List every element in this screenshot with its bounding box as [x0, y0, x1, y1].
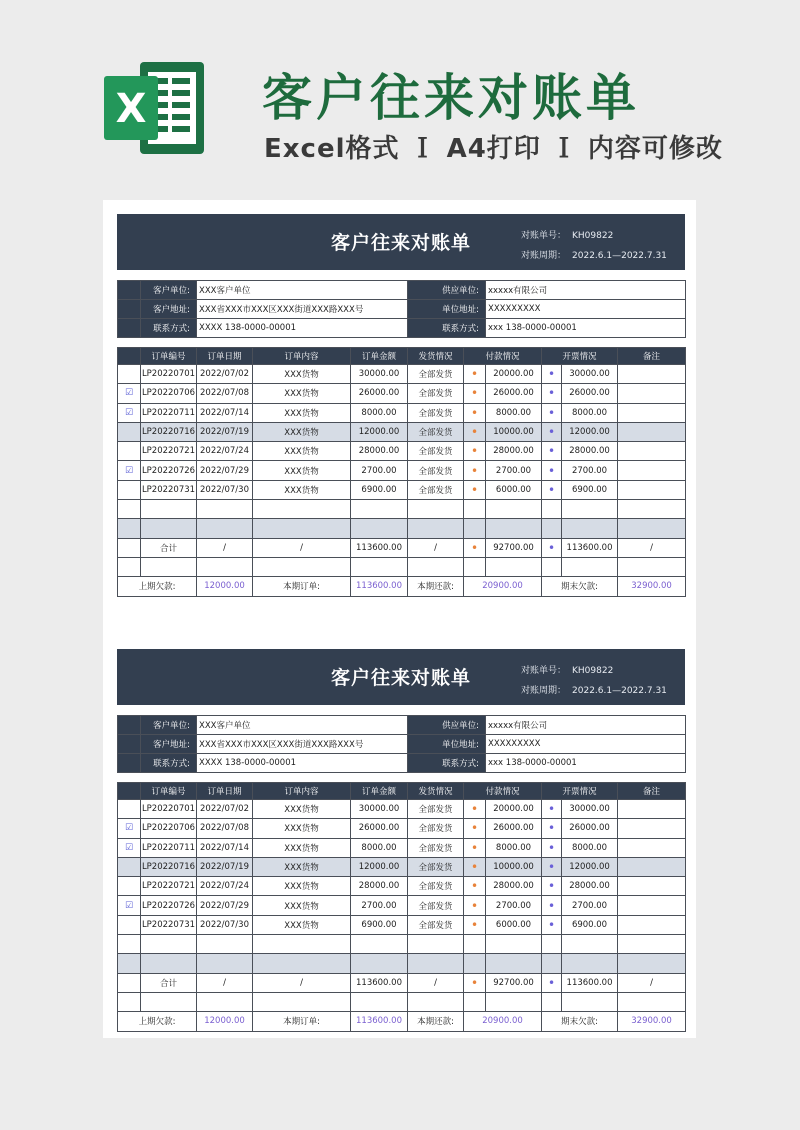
customer-label: 客户单位:: [141, 716, 197, 735]
order-date: 2022/07/24: [197, 877, 253, 896]
order-date: 2022/07/24: [197, 442, 253, 461]
period-paid-value[interactable]: 20900.00: [464, 577, 542, 596]
orders-header-row: [118, 783, 686, 800]
period-order-value[interactable]: 113600.00: [351, 1012, 408, 1031]
payment-amount: 2700.00: [486, 896, 542, 915]
order-content: XXX货物: [253, 480, 351, 499]
total-date: /: [197, 973, 253, 992]
payment-amount: 6000.00: [486, 915, 542, 934]
payment-dot-icon: •: [464, 403, 486, 422]
row-checkbox-icon[interactable]: ☑: [118, 838, 141, 857]
col-invoice: 开票情况: [542, 783, 618, 800]
row-checkbox-icon[interactable]: [118, 422, 141, 441]
total-remark: /: [618, 538, 686, 557]
order-amount: 2700.00: [351, 461, 408, 480]
payment-amount: 28000.00: [486, 877, 542, 896]
statement-no: [521, 663, 613, 676]
order-amount: 30000.00: [351, 800, 408, 819]
order-id: LP20220711: [141, 838, 197, 857]
total-invoice: 113600.00: [562, 973, 618, 992]
shipping-status: 全部发货: [408, 480, 464, 499]
shipping-status: 全部发货: [408, 838, 464, 857]
total-amount: 113600.00: [351, 538, 408, 557]
payment-amount: 26000.00: [486, 384, 542, 403]
invoice-amount: 26000.00: [562, 384, 618, 403]
prev-debt-value[interactable]: 12000.00: [197, 1012, 253, 1031]
row-checkbox-icon[interactable]: [118, 480, 141, 499]
payment-dot-icon: •: [464, 838, 486, 857]
payment-amount: 26000.00: [486, 819, 542, 838]
order-id: LP20220731: [141, 915, 197, 934]
total-date: /: [197, 538, 253, 557]
order-amount: 28000.00: [351, 877, 408, 896]
order-amount: 30000.00: [351, 365, 408, 384]
row-checkbox-icon[interactable]: [118, 857, 141, 876]
info-table: [117, 715, 686, 773]
statement-period-label: 对账周期：: [521, 251, 567, 261]
invoice-amount: 2700.00: [562, 896, 618, 915]
order-id: LP20220721: [141, 442, 197, 461]
remark: [618, 896, 686, 915]
shipping-status: 全部发货: [408, 442, 464, 461]
order-id: LP20220726: [141, 461, 197, 480]
invoice-amount: 26000.00: [562, 819, 618, 838]
period-paid-value[interactable]: 20900.00: [464, 1012, 542, 1031]
remark: [618, 442, 686, 461]
order-date: 2022/07/08: [197, 819, 253, 838]
total-content: /: [253, 538, 351, 557]
order-amount: 8000.00: [351, 838, 408, 857]
customer-contact-label: 联系方式:: [141, 319, 197, 338]
order-id: LP20220701: [141, 800, 197, 819]
order-date: 2022/07/29: [197, 461, 253, 480]
order-date: 2022/07/19: [197, 857, 253, 876]
table-row[interactable]: [118, 480, 686, 499]
supplier-value[interactable]: xxxxx有限公司: [486, 716, 686, 735]
period-paid-label: 本期还款:: [408, 577, 464, 596]
invoice-dot-icon: •: [542, 538, 562, 557]
invoice-dot-icon: •: [542, 442, 562, 461]
col-order-id: 订单编号: [141, 783, 197, 800]
col-order-content: 订单内容: [253, 348, 351, 365]
order-date: 2022/07/08: [197, 384, 253, 403]
col-order-date: 订单日期: [197, 783, 253, 800]
total-shipping: /: [408, 538, 464, 557]
blank-row: [118, 935, 686, 954]
statement-period: [521, 683, 667, 696]
payment-dot-icon: •: [464, 538, 486, 557]
row-checkbox-icon[interactable]: ☑: [118, 461, 141, 480]
shipping-status: 全部发货: [408, 819, 464, 838]
order-date: 2022/07/19: [197, 422, 253, 441]
row-checkbox-icon[interactable]: [118, 365, 141, 384]
invoice-amount: 8000.00: [562, 403, 618, 422]
remark: [618, 800, 686, 819]
table-row[interactable]: [118, 838, 686, 857]
invoice-amount: 12000.00: [562, 857, 618, 876]
invoice-dot-icon: •: [542, 896, 562, 915]
invoice-dot-icon: •: [542, 422, 562, 441]
remark: [618, 480, 686, 499]
shipping-status: 全部发货: [408, 422, 464, 441]
payment-dot-icon: •: [464, 442, 486, 461]
shipping-status: 全部发货: [408, 403, 464, 422]
remark: [618, 857, 686, 876]
remark: [618, 819, 686, 838]
payment-amount: 10000.00: [486, 857, 542, 876]
statement-no-value: KH09822: [572, 231, 614, 241]
summary-row: [118, 1012, 686, 1031]
total-row: [118, 538, 686, 557]
table-row[interactable]: [118, 857, 686, 876]
shipping-status: 全部发货: [408, 461, 464, 480]
remark: [618, 422, 686, 441]
col-remark: 备注: [618, 783, 686, 800]
col-remark: 备注: [618, 348, 686, 365]
order-content: XXX货物: [253, 461, 351, 480]
orders-header-row: [118, 348, 686, 365]
promo-header: [0, 0, 800, 195]
blank-row: [118, 992, 686, 1011]
statement-banner: [117, 214, 685, 270]
end-debt-label: 期末欠款:: [542, 1012, 618, 1031]
payment-dot-icon: •: [464, 461, 486, 480]
info-table: [117, 280, 686, 338]
total-row: [118, 973, 686, 992]
table-row[interactable]: [118, 896, 686, 915]
order-date: 2022/07/30: [197, 915, 253, 934]
table-row[interactable]: [118, 915, 686, 934]
payment-dot-icon: •: [464, 384, 486, 403]
remark: [618, 461, 686, 480]
order-date: 2022/07/14: [197, 403, 253, 422]
unit-address-value[interactable]: XXXXXXXXX: [486, 735, 686, 754]
order-id: LP20220721: [141, 877, 197, 896]
invoice-amount: 8000.00: [562, 838, 618, 857]
statement-no-label: 对账单号：: [521, 666, 567, 676]
supplier-contact-value[interactable]: xxx 138-0000-00001: [486, 754, 686, 773]
total-remark: /: [618, 973, 686, 992]
invoice-amount: 28000.00: [562, 877, 618, 896]
order-id: LP20220706: [141, 819, 197, 838]
unit-address-label: 单位地址:: [408, 735, 486, 754]
invoice-dot-icon: •: [542, 973, 562, 992]
order-amount: 6900.00: [351, 915, 408, 934]
table-row[interactable]: [118, 365, 686, 384]
table-row[interactable]: [118, 877, 686, 896]
row-checkbox-icon[interactable]: [118, 442, 141, 461]
payment-amount: 20000.00: [486, 800, 542, 819]
col-order-amount: 订单金额: [351, 348, 408, 365]
payment-amount: 20000.00: [486, 365, 542, 384]
payment-amount: 28000.00: [486, 442, 542, 461]
remark: [618, 877, 686, 896]
customer-value[interactable]: XXX客户单位: [197, 281, 408, 300]
period-order-label: 本期订单:: [253, 577, 351, 596]
order-content: XXX货物: [253, 442, 351, 461]
prev-debt-value[interactable]: 12000.00: [197, 577, 253, 596]
total-label: 合计: [141, 538, 197, 557]
payment-dot-icon: •: [464, 480, 486, 499]
blank-row: [118, 519, 686, 538]
shipping-status: 全部发货: [408, 915, 464, 934]
shipping-status: 全部发货: [408, 857, 464, 876]
order-amount: 6900.00: [351, 480, 408, 499]
payment-dot-icon: •: [464, 915, 486, 934]
payment-amount: 8000.00: [486, 403, 542, 422]
payment-amount: 10000.00: [486, 422, 542, 441]
customer-address-value[interactable]: XXX省XXX市XXX区XXX街道XXX路XXX号: [197, 300, 408, 319]
invoice-amount: 12000.00: [562, 422, 618, 441]
row-checkbox-icon[interactable]: ☑: [118, 403, 141, 422]
col-payment: 付款情况: [464, 783, 542, 800]
table-row[interactable]: [118, 442, 686, 461]
statement-period: [521, 248, 667, 261]
statement-period-value: 2022.6.1—2022.7.31: [572, 251, 667, 261]
invoice-dot-icon: •: [542, 838, 562, 857]
row-checkbox-icon[interactable]: [118, 877, 141, 896]
payment-amount: 2700.00: [486, 461, 542, 480]
payment-dot-icon: •: [464, 800, 486, 819]
payment-dot-icon: •: [464, 365, 486, 384]
supplier-label: 供应单位:: [408, 716, 486, 735]
row-checkbox-icon[interactable]: ☑: [118, 896, 141, 915]
col-order-amount: 订单金额: [351, 783, 408, 800]
invoice-amount: 28000.00: [562, 442, 618, 461]
order-id: LP20220731: [141, 480, 197, 499]
invoice-dot-icon: •: [542, 857, 562, 876]
row-checkbox-icon[interactable]: ☑: [118, 384, 141, 403]
invoice-amount: 30000.00: [562, 800, 618, 819]
order-content: XXX货物: [253, 800, 351, 819]
end-debt-label: 期末欠款:: [542, 577, 618, 596]
col-shipping: 发货情况: [408, 783, 464, 800]
prev-debt-label: 上期欠款:: [118, 1012, 197, 1031]
invoice-dot-icon: •: [542, 480, 562, 499]
order-content: XXX货物: [253, 365, 351, 384]
total-invoice: 113600.00: [562, 538, 618, 557]
period-paid-label: 本期还款:: [408, 1012, 464, 1031]
unit-address-value[interactable]: XXXXXXXXX: [486, 300, 686, 319]
end-debt-value[interactable]: 32900.00: [618, 577, 686, 596]
remark: [618, 838, 686, 857]
order-content: XXX货物: [253, 384, 351, 403]
blank-row: [118, 500, 686, 519]
col-invoice: 开票情况: [542, 348, 618, 365]
payment-dot-icon: •: [464, 973, 486, 992]
total-label: 合计: [141, 973, 197, 992]
row-checkbox-icon[interactable]: [118, 915, 141, 934]
customer-contact-label: 联系方式:: [141, 754, 197, 773]
order-amount: 8000.00: [351, 403, 408, 422]
end-debt-value[interactable]: 32900.00: [618, 1012, 686, 1031]
order-id: LP20220701: [141, 365, 197, 384]
invoice-dot-icon: •: [542, 403, 562, 422]
blank-row: [118, 557, 686, 576]
blank-row: [118, 954, 686, 973]
invoice-amount: 6900.00: [562, 915, 618, 934]
remark: [618, 384, 686, 403]
prev-debt-label: 上期欠款:: [118, 577, 197, 596]
invoice-dot-icon: •: [542, 877, 562, 896]
orders-table: [117, 782, 686, 1032]
total-content: /: [253, 973, 351, 992]
period-order-value[interactable]: 113600.00: [351, 577, 408, 596]
supplier-value[interactable]: xxxxx有限公司: [486, 281, 686, 300]
order-content: XXX货物: [253, 838, 351, 857]
statement-no: [521, 228, 613, 241]
statement-banner: [117, 649, 685, 705]
customer-address-label: 客户地址:: [141, 300, 197, 319]
table-row[interactable]: [118, 819, 686, 838]
order-content: XXX货物: [253, 422, 351, 441]
payment-dot-icon: •: [464, 896, 486, 915]
order-date: 2022/07/29: [197, 896, 253, 915]
order-amount: 12000.00: [351, 422, 408, 441]
col-order-id: 订单编号: [141, 348, 197, 365]
order-amount: 28000.00: [351, 442, 408, 461]
table-row[interactable]: [118, 384, 686, 403]
payment-dot-icon: •: [464, 422, 486, 441]
invoice-dot-icon: •: [542, 365, 562, 384]
remark: [618, 915, 686, 934]
shipping-status: 全部发货: [408, 384, 464, 403]
table-row[interactable]: [118, 461, 686, 480]
invoice-amount: 30000.00: [562, 365, 618, 384]
customer-label: 客户单位:: [141, 281, 197, 300]
statement-period-label: 对账周期：: [521, 686, 567, 696]
invoice-dot-icon: •: [542, 915, 562, 934]
customer-contact-value[interactable]: XXXX 138-0000-00001: [197, 754, 408, 773]
order-amount: 12000.00: [351, 857, 408, 876]
order-content: XXX货物: [253, 403, 351, 422]
remark: [618, 365, 686, 384]
total-amount: 113600.00: [351, 973, 408, 992]
table-row[interactable]: [118, 800, 686, 819]
order-content: XXX货物: [253, 819, 351, 838]
payment-dot-icon: •: [464, 819, 486, 838]
logo-letter: X: [115, 86, 147, 132]
shipping-status: 全部发货: [408, 365, 464, 384]
statement-no-label: 对账单号：: [521, 231, 567, 241]
invoice-amount: 6900.00: [562, 480, 618, 499]
row-checkbox-icon[interactable]: [118, 800, 141, 819]
invoice-dot-icon: •: [542, 819, 562, 838]
period-order-label: 本期订单:: [253, 1012, 351, 1031]
table-row[interactable]: [118, 403, 686, 422]
invoice-dot-icon: •: [542, 800, 562, 819]
order-date: 2022/07/02: [197, 800, 253, 819]
supplier-contact-label: 联系方式:: [408, 319, 486, 338]
statement-no-value: KH09822: [572, 666, 614, 676]
order-date: 2022/07/30: [197, 480, 253, 499]
supplier-contact-label: 联系方式:: [408, 754, 486, 773]
customer-value[interactable]: XXX客户单位: [197, 716, 408, 735]
order-id: LP20220711: [141, 403, 197, 422]
main-title: 客户往来对账单: [262, 69, 640, 127]
payment-dot-icon: •: [464, 877, 486, 896]
orders-table: [117, 347, 686, 597]
order-amount: 2700.00: [351, 896, 408, 915]
order-content: XXX货物: [253, 915, 351, 934]
supplier-contact-value[interactable]: xxx 138-0000-00001: [486, 319, 686, 338]
payment-amount: 8000.00: [486, 838, 542, 857]
order-date: 2022/07/14: [197, 838, 253, 857]
col-order-content: 订单内容: [253, 783, 351, 800]
unit-address-label: 单位地址:: [408, 300, 486, 319]
customer-address-label: 客户地址:: [141, 735, 197, 754]
invoice-dot-icon: •: [542, 384, 562, 403]
order-id: LP20220706: [141, 384, 197, 403]
order-amount: 26000.00: [351, 384, 408, 403]
excel-logo-icon: [102, 58, 206, 158]
col-shipping: 发货情况: [408, 348, 464, 365]
table-row[interactable]: [118, 422, 686, 441]
customer-contact-value[interactable]: XXXX 138-0000-00001: [197, 319, 408, 338]
remark: [618, 403, 686, 422]
invoice-dot-icon: •: [542, 461, 562, 480]
supplier-label: 供应单位:: [408, 281, 486, 300]
invoice-amount: 2700.00: [562, 461, 618, 480]
shipping-status: 全部发货: [408, 877, 464, 896]
total-payment: 92700.00: [486, 973, 542, 992]
shipping-status: 全部发货: [408, 896, 464, 915]
row-checkbox-icon[interactable]: ☑: [118, 819, 141, 838]
sub-title: Excel格式 Ｉ A4打印 Ｉ 内容可修改: [264, 134, 723, 164]
order-id: LP20220726: [141, 896, 197, 915]
order-content: XXX货物: [253, 877, 351, 896]
payment-amount: 6000.00: [486, 480, 542, 499]
shipping-status: 全部发货: [408, 800, 464, 819]
total-payment: 92700.00: [486, 538, 542, 557]
col-order-date: 订单日期: [197, 348, 253, 365]
statement-title: 客户往来对账单: [330, 667, 471, 689]
order-date: 2022/07/02: [197, 365, 253, 384]
order-content: XXX货物: [253, 896, 351, 915]
order-content: XXX货物: [253, 857, 351, 876]
customer-address-value[interactable]: XXX省XXX市XXX区XXX街道XXX路XXX号: [197, 735, 408, 754]
payment-dot-icon: •: [464, 857, 486, 876]
total-shipping: /: [408, 973, 464, 992]
order-amount: 26000.00: [351, 819, 408, 838]
order-id: LP20220716: [141, 857, 197, 876]
summary-row: [118, 577, 686, 596]
statement-title: 客户往来对账单: [330, 232, 471, 254]
statement-period-value: 2022.6.1—2022.7.31: [572, 686, 667, 696]
order-id: LP20220716: [141, 422, 197, 441]
col-payment: 付款情况: [464, 348, 542, 365]
